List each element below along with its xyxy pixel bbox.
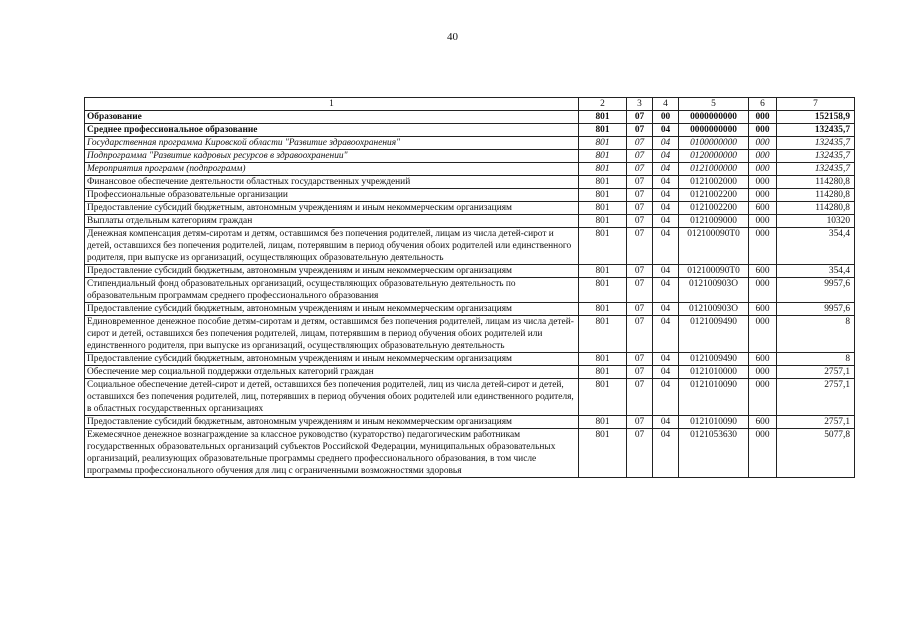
ministry-code-cell: 801 [579, 303, 627, 316]
section-code-cell: 07 [627, 215, 653, 228]
target-article-cell: 012100903О [679, 303, 749, 316]
ministry-code-cell: 801 [579, 353, 627, 366]
ministry-code-cell: 801 [579, 379, 627, 416]
page-number: 40 [447, 31, 458, 43]
table-row [85, 124, 855, 137]
ministry-code-cell: 801 [579, 366, 627, 379]
subsection-code-cell: 04 [653, 265, 679, 278]
ministry-code-cell: 801 [579, 124, 627, 137]
expense-type-cell: 000 [749, 163, 777, 176]
row-name-cell: Денежная компенсация детям-сиротам и детям, оставшимся без попечения родителей, лицам из числа детей-сирот и детей, оставшихся без попечения родителей, лицам, потерявшим в период обучения обоих родителей или единственного родителя, при выпуске из организаций, осуществляющих образовательную деятельность [85, 228, 579, 265]
ministry-code-cell: 801 [579, 150, 627, 163]
section-code-cell: 07 [627, 379, 653, 416]
subsection-code-cell: 04 [653, 176, 679, 189]
table-row [85, 278, 855, 303]
row-name-cell: Единовременное денежное пособие детям-сиротам и детям, оставшимся без попечения родителей, лицам из числа детей-сирот и детей, оставшихся без попечения родителей, лицам, потерявшим в период обучения обоих родителей или единственного родителя, при выпуске из организаций, осуществляющих образовательную деятельность [85, 316, 579, 353]
target-article-cell: 0100000000 [679, 137, 749, 150]
subsection-code-cell: 04 [653, 366, 679, 379]
table-row [85, 176, 855, 189]
subsection-code-cell: 04 [653, 316, 679, 353]
subsection-code-cell: 00 [653, 111, 679, 124]
target-article-cell: 0121010090 [679, 416, 749, 429]
row-name-cell: Среднее профессиональное образование [85, 124, 579, 137]
expense-type-cell: 000 [749, 189, 777, 202]
target-article-cell: 0121009490 [679, 353, 749, 366]
section-code-cell: 07 [627, 316, 653, 353]
amount-cell: 114280,8 [777, 176, 855, 189]
amount-cell: 8 [777, 316, 855, 353]
subsection-code-cell: 04 [653, 228, 679, 265]
row-name-cell: Профессиональные образовательные организации [85, 189, 579, 202]
row-name-cell: Социальное обеспечение детей-сирот и детей, оставшихся без попечения родителей, лиц из числа детей-сирот и детей, оставшихся без попечения родителей, лиц, потерявших в период обучения обоих родителей или единственного родителя, в областных государственных организациях [85, 379, 579, 416]
expense-type-cell: 000 [749, 124, 777, 137]
header-row [85, 98, 855, 111]
subsection-code-cell: 04 [653, 137, 679, 150]
section-code-cell: 07 [627, 111, 653, 124]
table-row [85, 111, 855, 124]
table-row [85, 202, 855, 215]
row-name-cell: Обеспечение мер социальной поддержки отдельных категорий граждан [85, 366, 579, 379]
expense-type-cell: 000 [749, 137, 777, 150]
amount-cell: 2757,1 [777, 379, 855, 416]
budget-table [84, 97, 855, 478]
ministry-code-cell: 801 [579, 429, 627, 478]
ministry-code-cell: 801 [579, 202, 627, 215]
expense-type-cell: 000 [749, 215, 777, 228]
target-article-cell: 0120000000 [679, 150, 749, 163]
row-name-cell: Подпрограмма "Развитие кадровых ресурсов в здравоохранении" [85, 150, 579, 163]
header-cell: 5 [679, 98, 749, 111]
subsection-code-cell: 04 [653, 150, 679, 163]
amount-cell: 132435,7 [777, 137, 855, 150]
section-code-cell: 07 [627, 228, 653, 265]
row-name-cell: Предоставление субсидий бюджетным, автономным учреждениям и иным некоммерческим организациям [85, 353, 579, 366]
amount-cell: 354,4 [777, 228, 855, 265]
table-row [85, 228, 855, 265]
table-row [85, 316, 855, 353]
section-code-cell: 07 [627, 303, 653, 316]
row-name-cell: Предоставление субсидий бюджетным, автономным учреждениям и иным некоммерческим организациям [85, 202, 579, 215]
subsection-code-cell: 04 [653, 124, 679, 137]
table-row [85, 416, 855, 429]
section-code-cell: 07 [627, 176, 653, 189]
row-name-cell: Ежемесячное денежное вознаграждение за классное руководство (кураторство) педагогическим работникам государственных образовательных организаций субъектов Российской Федерации, муниципальных образовательных организаций, реализующих образовательные программы среднего профессионального образования, в том числе программы профессионального обучения для лиц с ограниченными возможностями здоровья [85, 429, 579, 478]
expense-type-cell: 000 [749, 429, 777, 478]
table-row [85, 429, 855, 478]
target-article-cell: 0000000000 [679, 111, 749, 124]
section-code-cell: 07 [627, 163, 653, 176]
table-row [85, 215, 855, 228]
table-row [85, 379, 855, 416]
expense-type-cell: 000 [749, 176, 777, 189]
amount-cell: 10320 [777, 215, 855, 228]
amount-cell: 132435,7 [777, 163, 855, 176]
ministry-code-cell: 801 [579, 163, 627, 176]
target-article-cell: 0121009490 [679, 316, 749, 353]
ministry-code-cell: 801 [579, 137, 627, 150]
expense-type-cell: 000 [749, 278, 777, 303]
subsection-code-cell: 04 [653, 278, 679, 303]
amount-cell: 8 [777, 353, 855, 366]
expense-type-cell: 000 [749, 228, 777, 265]
ministry-code-cell: 801 [579, 316, 627, 353]
row-name-cell: Образование [85, 111, 579, 124]
section-code-cell: 07 [627, 124, 653, 137]
section-code-cell: 07 [627, 150, 653, 163]
ministry-code-cell: 801 [579, 176, 627, 189]
section-code-cell: 07 [627, 189, 653, 202]
expense-type-cell: 600 [749, 265, 777, 278]
section-code-cell: 07 [627, 416, 653, 429]
subsection-code-cell: 04 [653, 303, 679, 316]
section-code-cell: 07 [627, 353, 653, 366]
header-cell: 4 [653, 98, 679, 111]
target-article-cell: 012100090Т0 [679, 265, 749, 278]
subsection-code-cell: 04 [653, 215, 679, 228]
ministry-code-cell: 801 [579, 278, 627, 303]
table-row [85, 366, 855, 379]
amount-cell: 114280,8 [777, 202, 855, 215]
header-cell: 2 [579, 98, 627, 111]
target-article-cell: 0121009000 [679, 215, 749, 228]
expense-type-cell: 000 [749, 150, 777, 163]
row-name-cell: Государственная программа Кировской области "Развитие здравоохранения" [85, 137, 579, 150]
ministry-code-cell: 801 [579, 265, 627, 278]
amount-cell: 5077,8 [777, 429, 855, 478]
table-row [85, 353, 855, 366]
amount-cell: 2757,1 [777, 416, 855, 429]
amount-cell: 114280,8 [777, 189, 855, 202]
ministry-code-cell: 801 [579, 111, 627, 124]
table-row [85, 189, 855, 202]
header-cell: 1 [85, 98, 579, 111]
target-article-cell: 012100903О [679, 278, 749, 303]
section-code-cell: 07 [627, 366, 653, 379]
amount-cell: 9957,6 [777, 278, 855, 303]
expense-type-cell: 600 [749, 303, 777, 316]
header-cell: 7 [777, 98, 855, 111]
table-row [85, 303, 855, 316]
target-article-cell: 0121002200 [679, 189, 749, 202]
subsection-code-cell: 04 [653, 202, 679, 215]
expense-type-cell: 000 [749, 316, 777, 353]
ministry-code-cell: 801 [579, 215, 627, 228]
row-name-cell: Финансовое обеспечение деятельности областных государственных учреждений [85, 176, 579, 189]
row-name-cell: Предоставление субсидий бюджетным, автономным учреждениям и иным некоммерческим организациям [85, 265, 579, 278]
section-code-cell: 07 [627, 278, 653, 303]
subsection-code-cell: 04 [653, 189, 679, 202]
subsection-code-cell: 04 [653, 353, 679, 366]
target-article-cell: 0000000000 [679, 124, 749, 137]
expense-type-cell: 600 [749, 202, 777, 215]
target-article-cell: 012100090Т0 [679, 228, 749, 265]
table-row [85, 137, 855, 150]
amount-cell: 152158,9 [777, 111, 855, 124]
row-name-cell: Предоставление субсидий бюджетным, автономным учреждениям и иным некоммерческим организациям [85, 303, 579, 316]
header-cell: 6 [749, 98, 777, 111]
target-article-cell: 0121002200 [679, 202, 749, 215]
expense-type-cell: 000 [749, 366, 777, 379]
expense-type-cell: 000 [749, 111, 777, 124]
table-row [85, 163, 855, 176]
amount-cell: 9957,6 [777, 303, 855, 316]
expense-type-cell: 600 [749, 416, 777, 429]
amount-cell: 354,4 [777, 265, 855, 278]
section-code-cell: 07 [627, 429, 653, 478]
target-article-cell: 0121010000 [679, 366, 749, 379]
row-name-cell: Выплаты отдельным категориям граждан [85, 215, 579, 228]
row-name-cell: Стипендиальный фонд образовательных организаций, осуществляющих образовательную деятельность по образовательным программам среднего профессионального образования [85, 278, 579, 303]
subsection-code-cell: 04 [653, 416, 679, 429]
amount-cell: 132435,7 [777, 124, 855, 137]
target-article-cell: 0121000000 [679, 163, 749, 176]
table-row [85, 265, 855, 278]
expense-type-cell: 600 [749, 353, 777, 366]
row-name-cell: Мероприятия программ (подпрограмм) [85, 163, 579, 176]
target-article-cell: 0121002000 [679, 176, 749, 189]
ministry-code-cell: 801 [579, 189, 627, 202]
target-article-cell: 0121010090 [679, 379, 749, 416]
target-article-cell: 0121053630 [679, 429, 749, 478]
table-row [85, 150, 855, 163]
subsection-code-cell: 04 [653, 429, 679, 478]
section-code-cell: 07 [627, 137, 653, 150]
amount-cell: 2757,1 [777, 366, 855, 379]
subsection-code-cell: 04 [653, 163, 679, 176]
section-code-cell: 07 [627, 202, 653, 215]
expense-type-cell: 000 [749, 379, 777, 416]
subsection-code-cell: 04 [653, 379, 679, 416]
section-code-cell: 07 [627, 265, 653, 278]
ministry-code-cell: 801 [579, 228, 627, 265]
row-name-cell: Предоставление субсидий бюджетным, автономным учреждениям и иным некоммерческим организациям [85, 416, 579, 429]
amount-cell: 132435,7 [777, 150, 855, 163]
ministry-code-cell: 801 [579, 416, 627, 429]
header-cell: 3 [627, 98, 653, 111]
